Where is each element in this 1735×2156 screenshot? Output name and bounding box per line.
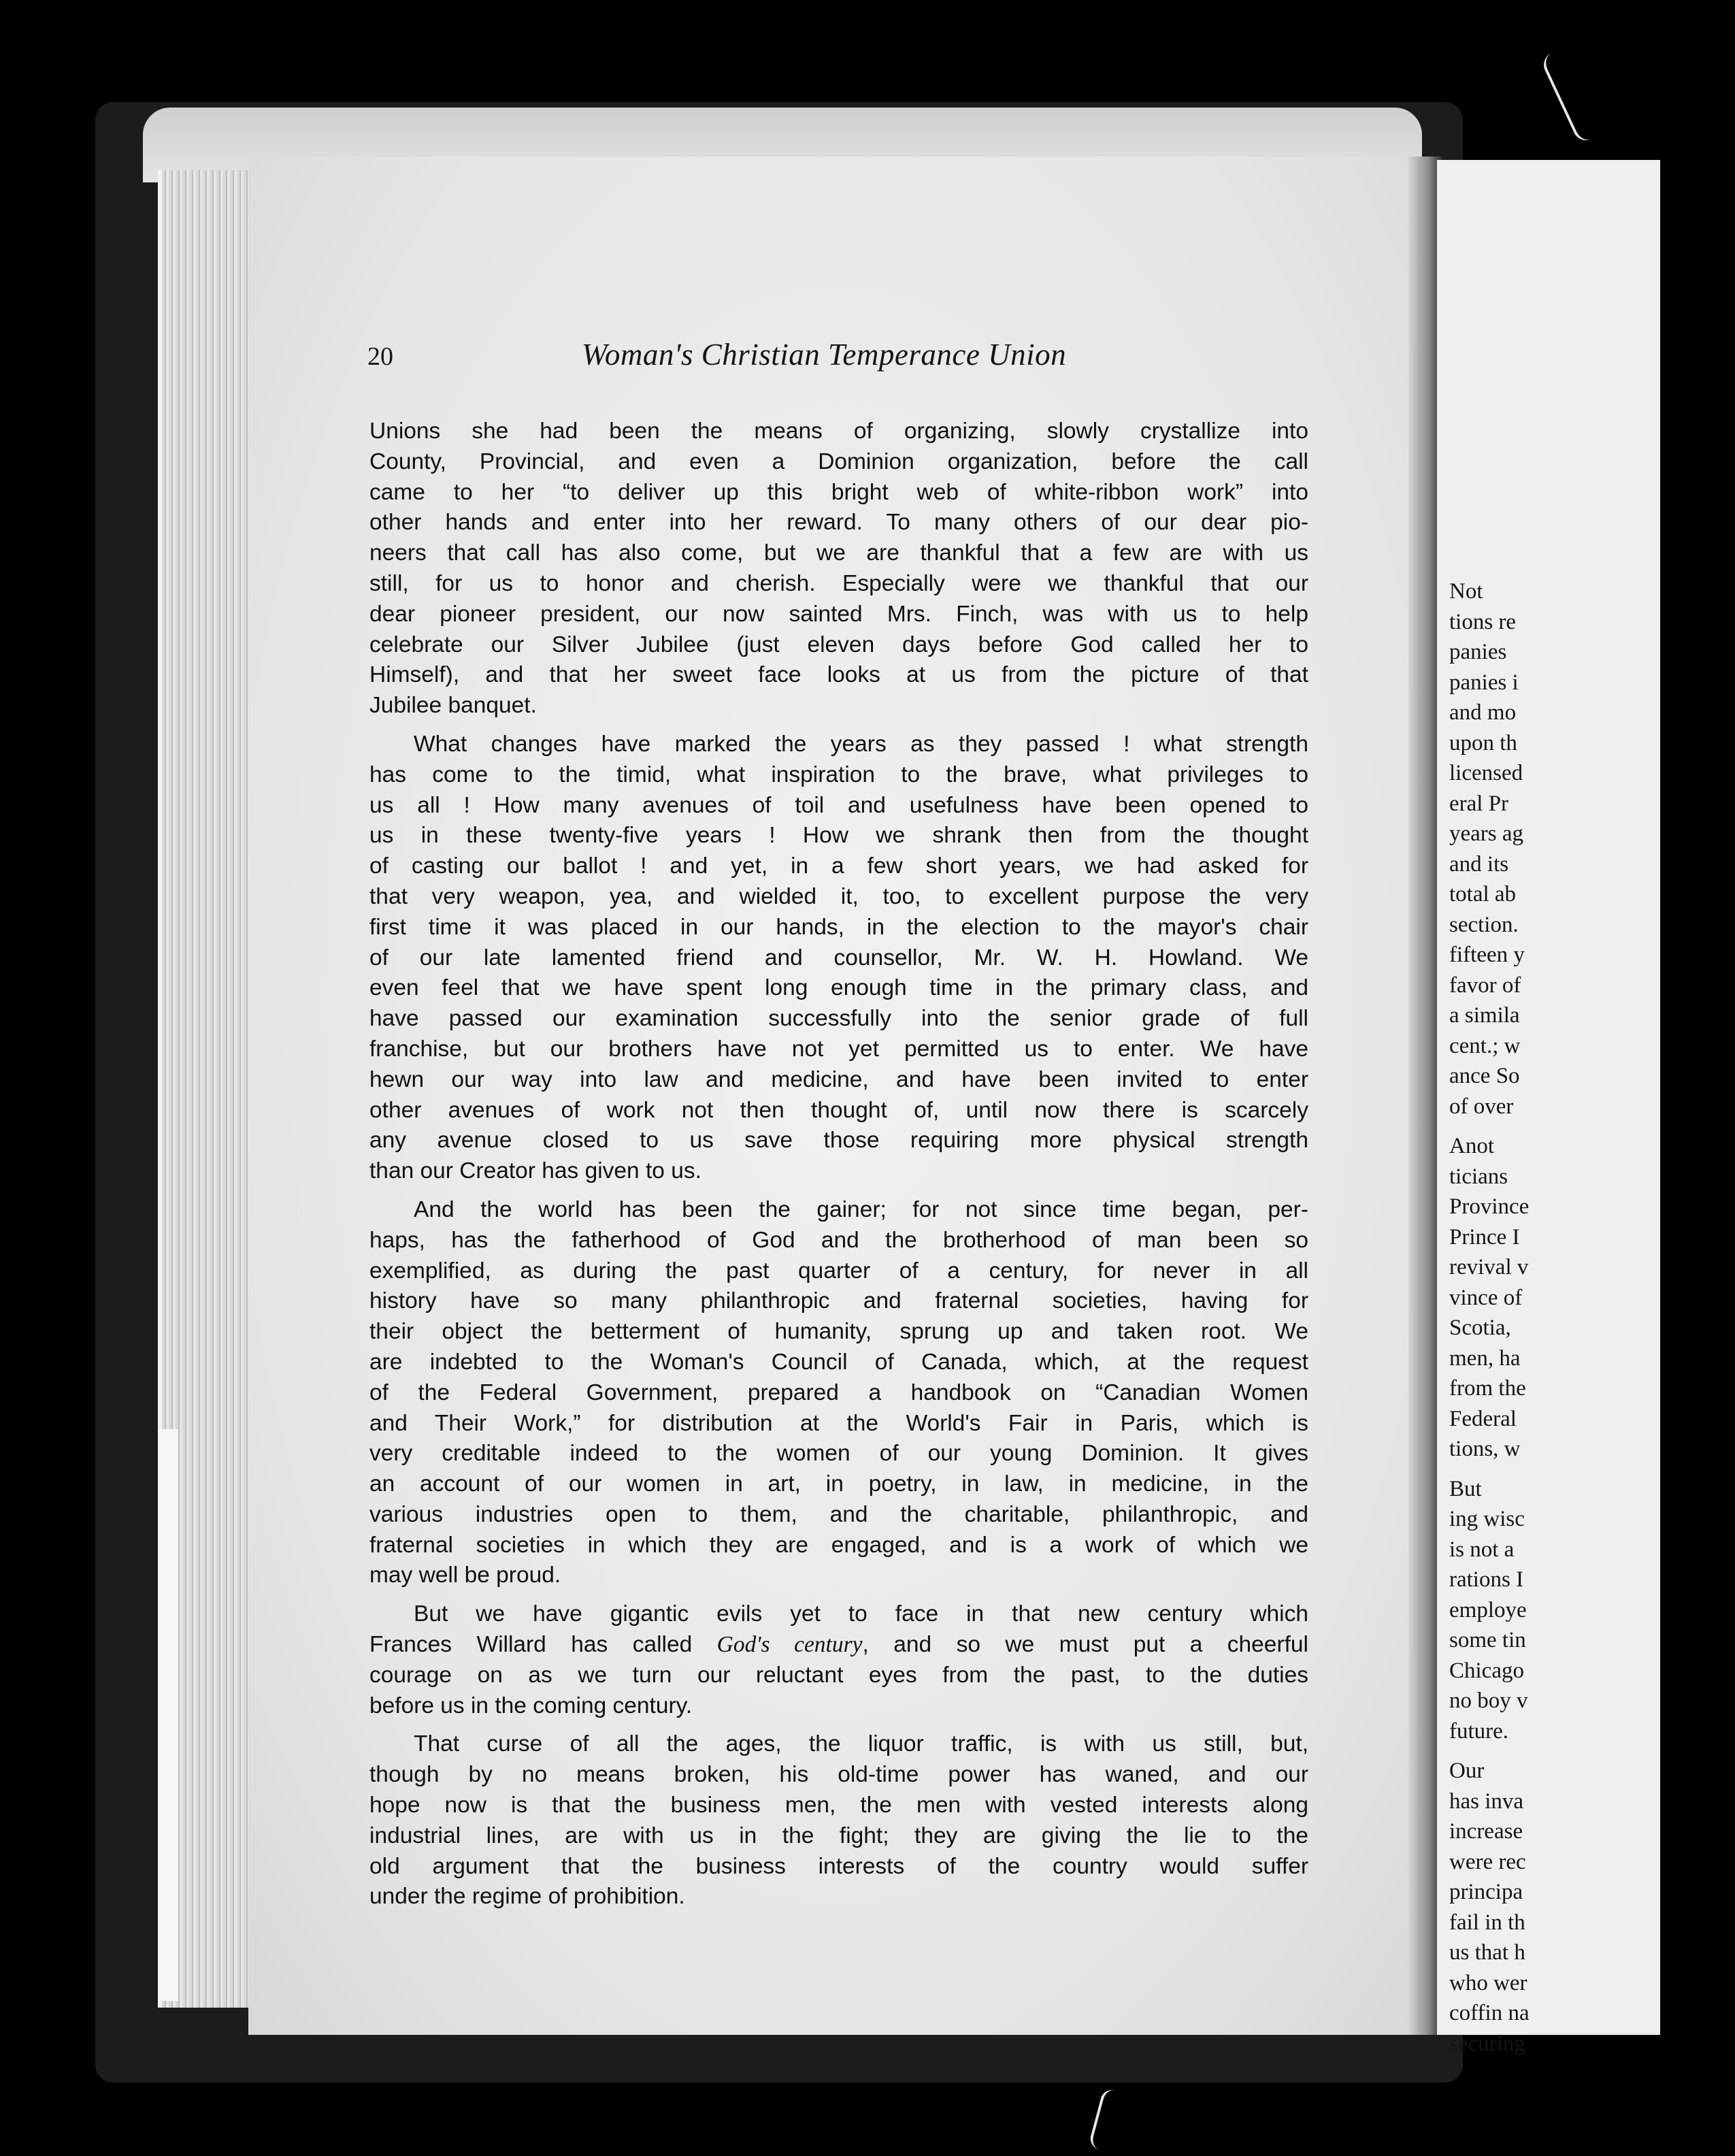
text-line: What changes have marked the years as they passed ! what strength (414, 731, 1308, 757)
text-line: before us in the coming century. (369, 1693, 693, 1718)
right-page-line: employe (1449, 1597, 1527, 1622)
right-page-line: fail in th (1449, 1910, 1525, 1935)
text-line: And the world has been the gainer; for not since time began, per- (414, 1196, 1308, 1222)
right-page-line: Federal (1449, 1406, 1517, 1431)
right-page-line: years ag (1449, 821, 1524, 846)
paragraph (369, 1599, 1308, 1721)
text-line: neers that call has also come, but we are thankful that a few are with us (369, 540, 1308, 566)
text-line: history have so many philanthropic and fraternal societies, having for (369, 1288, 1308, 1314)
text-line: have passed our examination successfully into the senior grade of full (369, 1006, 1308, 1032)
page-edge-highlight (158, 1429, 178, 2001)
bottom-thread (1088, 2087, 1126, 2153)
right-page-line: Scotia, (1449, 1316, 1511, 1340)
text-line: of the Federal Government, prepared a handbook on “Canadian Women (369, 1379, 1308, 1405)
text-line: their object the betterment of humanity, sprung up and taken root. We (369, 1319, 1308, 1345)
right-page-line: men, ha (1449, 1345, 1521, 1371)
right-page-line: favor of (1449, 973, 1521, 998)
right-page-line: rations I (1449, 1567, 1524, 1592)
text-line: haps, has the fatherhood of God and the brotherhood of man been so (369, 1227, 1308, 1253)
right-page-line: ing wisc (1449, 1507, 1525, 1531)
right-page-line: section. (1449, 912, 1519, 937)
right-page-line: Anot (1449, 1134, 1494, 1158)
right-page-line: and mo (1449, 700, 1517, 725)
right-page-line: increase (1449, 1819, 1523, 1844)
right-page-line: eral Pr (1449, 791, 1509, 816)
text-line: than our Creator has given to us. (369, 1158, 701, 1184)
text-line: still, for us to honor and cherish. Especially were we thankful that our (369, 570, 1308, 596)
right-page-line: Chicago (1449, 1658, 1524, 1683)
right-page-line: total ab (1449, 882, 1517, 906)
text-line: has come to the timid, what inspiration to the brave, what privileges to (369, 762, 1308, 787)
text-line: fraternal societies in which they are engaged, and is a work of which we (369, 1532, 1308, 1558)
right-page-line: some tin (1449, 1628, 1526, 1652)
text-line: of our late lamented friend and counsellor, Mr. W. H. Howland. We (369, 945, 1308, 970)
text-line: But we have gigantic evils yet to face in that new century which (414, 1601, 1308, 1627)
text-line: courage on as we turn our reluctant eyes from the past, to the duties (369, 1662, 1308, 1688)
page-number: 20 (367, 342, 393, 371)
right-page-line: were rec (1449, 1849, 1526, 1874)
right-page-line: upon th (1449, 730, 1517, 755)
paragraph (369, 1195, 1308, 1591)
text-line: first time it was placed in our hands, in the election to the mayor's chair (369, 914, 1308, 940)
text-line: even feel that we have spent long enough time in the primary class, and (369, 975, 1308, 1001)
text-line: Himself), and that her sweet face looks at us from the picture of that (369, 662, 1308, 688)
paragraph (369, 730, 1308, 1187)
text-line: any avenue closed to us save those requiring more physical strength (369, 1128, 1308, 1154)
right-page-line: Our (1449, 1759, 1485, 1783)
text-line: franchise, but our brothers have not yet permitted us to enter. We have (369, 1036, 1308, 1062)
right-page-text (1449, 576, 1735, 2059)
text-line: That curse of all the ages, the liquor traffic, is with us still, but, (414, 1731, 1308, 1757)
right-page (1437, 160, 1660, 2056)
paragraph (369, 1729, 1308, 1912)
right-page-line: and its (1449, 851, 1509, 877)
right-page-line: securing (1449, 2031, 1525, 2056)
right-page-line: from the (1449, 1376, 1526, 1401)
text-line: very creditable indeed to the women of our young Dominion. It gives (369, 1441, 1308, 1467)
text-line: are indebted to the Woman's Council of Canada, which, at the request (369, 1349, 1308, 1375)
right-page-line: panies (1449, 640, 1507, 664)
right-page-line (1449, 1122, 1735, 1131)
right-page-line: no boy v (1449, 1688, 1528, 1713)
right-page-line: revival v (1449, 1255, 1529, 1279)
right-page-line: fifteen y (1449, 943, 1525, 967)
binding-thread (1539, 46, 1606, 144)
text-line: of casting our ballot ! and yet, in a few short years, we had asked for (369, 853, 1308, 879)
text-line: and Their Work,” for distribution at the World's Fair in Paris, which is (369, 1410, 1308, 1436)
text-line: dear pioneer president, our now sainted Mrs. Finch, was with us to help (369, 601, 1308, 627)
right-page-line: has inva (1449, 1788, 1524, 1814)
right-page-line: coffin na (1449, 2001, 1530, 2025)
text-line: though by no means broken, his old-time power has waned, and our (369, 1762, 1308, 1788)
right-page-line: Not (1449, 579, 1483, 604)
text-line: old argument that the business interests of the country would suffer (369, 1853, 1308, 1879)
right-page-line: future. (1449, 1718, 1509, 1744)
right-page-line: ance So (1449, 1064, 1520, 1088)
right-page-line: a simila (1449, 1003, 1520, 1028)
text-line: came to her “to deliver up this bright web of white-ribbon work” into (369, 479, 1308, 505)
text-line: various industries open to them, and the charitable, philanthropic, and (369, 1501, 1308, 1527)
text-line: County, Provincial, and even a Dominion organization, before the call (369, 448, 1308, 474)
right-page-line: ticians (1449, 1164, 1508, 1189)
right-page-line: panies i (1449, 670, 1519, 695)
right-page-line: But (1449, 1476, 1482, 1501)
right-page-line: is not a (1449, 1537, 1515, 1562)
text-line: industrial lines, are with us in the fight; they are giving the lie to the (369, 1823, 1308, 1848)
right-page-line (1449, 1746, 1735, 1756)
running-title: Woman's Christian Temperance Union (582, 338, 1067, 372)
text-line: Frances Willard has called God's century, and so we must put a cheerful (369, 1632, 1308, 1658)
right-page-line: cent.; w (1449, 1033, 1521, 1058)
right-page-line: vince of (1449, 1285, 1523, 1310)
text-line: Unions she had been the means of organizing, slowly crystallize into (369, 419, 1308, 444)
right-page-line: who wer (1449, 1970, 1527, 1995)
text-line: under the regime of prohibition. (369, 1884, 685, 1910)
right-page-line: licensed (1449, 761, 1523, 785)
text-line: us in these twenty-five years ! How we shrank then from the thought (369, 823, 1308, 849)
right-page-line: Province (1449, 1194, 1530, 1219)
right-page-line: of over (1449, 1094, 1514, 1119)
text-line: exemplified, as during the past quarter of a century, for never in all (369, 1258, 1308, 1284)
text-line: celebrate our Silver Jubilee (just eleven days before God called her to (369, 632, 1308, 657)
text-line: other avenues of work not then thought of, until now there is scarcely (369, 1097, 1308, 1123)
body-text (369, 416, 1308, 1912)
right-page-line: tions, w (1449, 1437, 1521, 1461)
text-line: us all ! How many avenues of toil and usefulness have been opened to (369, 792, 1308, 818)
right-page-line: principa (1449, 1880, 1523, 1904)
text-line: hewn our way into law and medicine, and have been invited to enter (369, 1066, 1308, 1092)
right-page-line: tions re (1449, 609, 1517, 634)
text-line: that very weapon, yea, and wielded it, too, to excellent purpose the very (369, 883, 1308, 909)
paragraph (369, 416, 1308, 721)
text-line: Jubilee banquet. (369, 693, 537, 719)
text-line: other hands and enter into her reward. To many others of our dear pio- (369, 510, 1308, 536)
text-line: may well be proud. (369, 1563, 561, 1588)
text-line: hope now is that the business men, the men with vested interests along (369, 1793, 1308, 1818)
text-line: an account of our women in art, in poetry, in law, in medicine, in the (369, 1471, 1308, 1497)
right-page-line: Prince I (1449, 1224, 1520, 1250)
right-page-line (1449, 1465, 1735, 1474)
right-page-line: us that h (1449, 1940, 1525, 1965)
